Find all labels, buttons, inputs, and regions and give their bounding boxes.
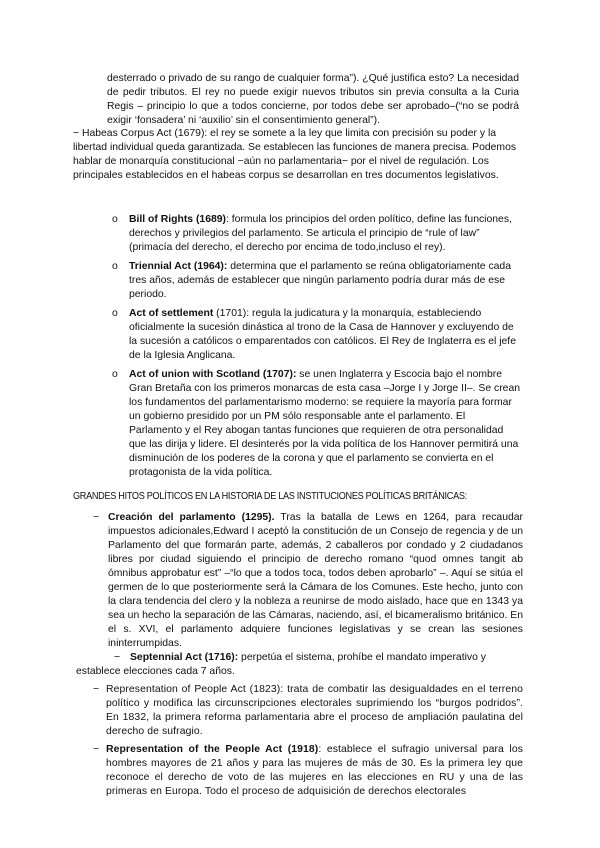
list-item: [73, 743, 523, 799]
habeas-corpus-paragraph: − Habeas Corpus Act (1679): el rey se somete a la ley que limita con precisión su poder y la libertad individual queda garantizada. Se establecen las funciones de manera precisa. Podemos hablar de monarquía constitucional −aún no parlamentaria− por el nivel de regulación. Los principales establecidos en el habeas corpus se desarrollan en tres documentos legislativos.: [73, 128, 517, 181]
acts-list: [112, 213, 520, 485]
list-item: [73, 683, 523, 739]
hito-title: Creación del parlamento (1295).: [108, 512, 275, 523]
hito-title: Representation of the People Act (1918): [106, 744, 319, 755]
act-text: determina que el parlamento se reúna obligatoriamente cada tres años, además de establecer que ningún parlamento podría durar más de ese periodo.: [129, 261, 511, 300]
act-title: Triennial Act (1964):: [129, 261, 228, 272]
act-title: Act of settlement: [129, 308, 214, 319]
hito-text: : trata de combatir las desigualdades en el terreno político y modifica las circunscripciones electorales suprimiendo los “burgos podridos”. En 1832, la primera reforma parlamentaria abre el proceso de ampliación paulatina del derecho de sufragio.: [106, 684, 523, 737]
bullet-o: o: [112, 369, 118, 380]
dash-marker: −: [93, 744, 100, 755]
hito-title: Representation of People Act (1823): [106, 684, 281, 695]
dash-marker: −: [93, 684, 100, 695]
list-item: [112, 368, 520, 480]
act-text: se unen Inglaterra y Escocia bajo el nombre Gran Bretaña con los primeros monarcas de esta casa –Jorge I y Jorge II–. Se crean los fundamentos del parlamentarismo moderno: se requiere la mayoría para formar un gobierno presidido por un PM sólo responsable ante el parlamento. El Parlamento y el Rey abogan tantas funciones que requieren de otra personalidad que las dirija y lidere. El desinterés por la vida política de los Hannover permitirá una disminución de los poderes de la corona y que el parlamento se convierta en el protagonista de la vida política.: [129, 369, 520, 478]
hito-continuation: establece elecciones cada 7 años.: [76, 666, 235, 677]
dash-marker: −: [114, 652, 121, 663]
bullet-o: o: [112, 214, 118, 225]
section-heading: GRANDES HITOS POLÍTICOS EN LA HISTORIA DE LAS INSTITUCIONES POLÍTICAS BRITÁNICAS:: [73, 491, 467, 502]
hito-text: : establece el sufragio universal para los hombres mayores de 21 años y para las mujeres de más de 30. Es la primera ley que reconoce el derecho de voto de las mujeres en las elecciones en RU y una de las primeras en Europa. Todo el proceso de adquisición de derechos electorales: [106, 744, 523, 797]
act-text: : formula los principios del orden político, define las funciones, derechos y privilegios del parlamento. Se articula el principio de “rule of law” (primacía del derecho, el derecho por encima de todo,incluso el rey).: [129, 214, 512, 253]
hito-title: Septennial Act (1716):: [130, 652, 239, 663]
bullet-o: o: [112, 308, 118, 319]
bullet-o: o: [112, 261, 118, 272]
act-text: (1701): regula la judicatura y la monarquía, estableciendo oficialmente la sucesión dinástica al trono de la Casa de Hannover y excluyendo de la sucesión a católicos o emparentados con católicos. El Rey de Inglaterra es el jefe de la Iglesia Anglicana.: [129, 308, 516, 361]
hito-text: perpetúa el sistema, prohíbe el mandato imperativo y: [238, 652, 486, 663]
list-item: [112, 260, 520, 302]
list-item: [73, 651, 523, 665]
intro-paragraph: desterrado o privado de su rango de cualquier forma”). ¿Qué justifica esto? La necesidad de pedir tributos. El rey no puede exigir nuevos tributos sin previa consulta a la Curia Regis – principio lo que a todos concierne, por todos debe ser aprobado–(“no se podrá exigir ‘fonsadera’ ni ‘auxilio’ sin el consentimiento general”).: [107, 73, 519, 126]
list-item: [112, 307, 520, 363]
list-item: [73, 511, 523, 651]
act-title: Act of union with Scotland (1707):: [129, 369, 297, 380]
hito-text: Tras la batalla de Lews en 1264, para recaudar impuestos adicionales,Edward I aceptó la constitución de un Consejo de regencia y de un Parlamento del que formarán parte, además, 2 caballeros por condado y 2 ciudadanos libres por ciudad siguiendo el principio de derecho romano “quod omnes tangit ab ómnibus approbatur est” –“lo que a todos toca, todos deben aprobarlo” –. Aquí se sitúa el germen de lo que posteriormente será la Cámara de los Comunes. Este hecho, junto con la clara tendencia del clero y la nobleza a reunirse de modo aislado, hace que en 1343 ya sea un hecho la separación de las Cámaras, naciendo, así, el bicameralismo británico. En el s. XVI, el parlamento adquiere funciones legislativas y se crean las sesiones ininterrumpidas.: [108, 512, 523, 649]
list-item: [112, 213, 520, 255]
act-title: Bill of Rights (1689): [129, 214, 226, 225]
hitos-list: [73, 511, 523, 799]
dash-marker: −: [93, 512, 100, 523]
